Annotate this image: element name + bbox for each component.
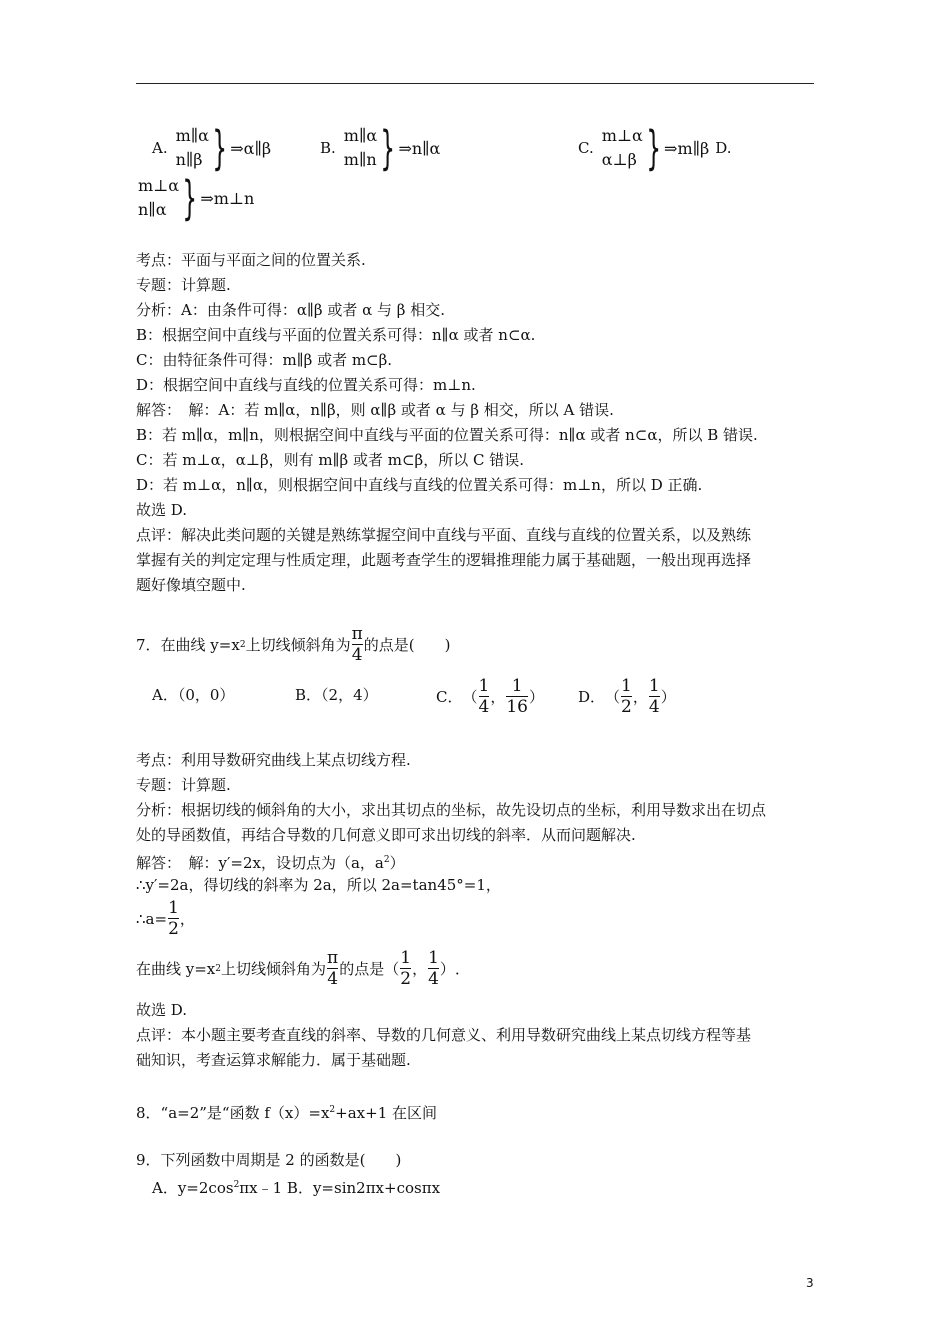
q7-option-c (436, 676, 544, 717)
condition-bottom: m∥n (343, 150, 377, 169)
q6-review-2: 掌握有关的判定定理与性质定理，此题考查学生的逻辑推理能力属于基础题，一般出现再选择 (136, 551, 752, 569)
right-brace-icon: } (646, 121, 661, 175)
exponent: 2 (239, 639, 246, 650)
denominator: 16 (506, 697, 528, 717)
paren: ） (660, 688, 676, 706)
condition-bottom: n∥β (175, 150, 203, 169)
denominator: 4 (648, 697, 660, 717)
solution-text: 在曲线 y=x (136, 960, 216, 978)
fraction-1-4 (479, 676, 490, 717)
solution-text: ） (389, 854, 405, 872)
exponent: 2 (329, 1105, 336, 1115)
stem-text: +ax+1 在区间 (335, 1104, 438, 1122)
denominator: 4 (351, 645, 363, 665)
solution-text: 上切线倾斜角为 (221, 960, 327, 978)
q7-kaodian: 考点：利用导数研究曲线上某点切线方程. (136, 751, 411, 769)
paren: （ (462, 688, 478, 706)
q7-option-b (295, 684, 378, 705)
q6-review-3: 题好像填空题中. (136, 576, 246, 594)
option-label: A. (152, 139, 168, 157)
exponent: 2 (215, 963, 222, 974)
stem-text: 7．在曲线 y=x (136, 636, 240, 654)
fraction-1-4 (649, 676, 660, 717)
condition-stack (602, 124, 643, 172)
q6-jieda-d: D：若 m⊥α，n∥α，则根据空间中直线与直线的位置关系可得：m⊥n，所以 D 正确. (136, 476, 703, 494)
denominator: 4 (428, 969, 439, 989)
option-text: A．y=2cos (152, 1179, 234, 1197)
denominator: 4 (327, 969, 339, 989)
condition-bottom: α⊥β (601, 150, 637, 169)
q7-review-1: 点评：本小题主要考查直线的斜率、导数的几何意义、利用导数研究曲线上某点切线方程等基 (136, 1026, 752, 1044)
denominator: 2 (621, 697, 632, 717)
condition-stack (138, 174, 179, 222)
fraction-1-2 (621, 676, 632, 717)
numerator: 1 (648, 676, 660, 696)
solution-text: ， (179, 910, 195, 928)
condition-top: m∥α (343, 126, 378, 145)
denominator: 2 (168, 919, 179, 939)
stem-text: 的点是( ) (363, 636, 451, 654)
fraction-1-2 (400, 948, 411, 989)
solution-text: ∴a= (136, 909, 168, 928)
solution-text: 的点是 (339, 960, 385, 978)
exponent: 2 (233, 1180, 240, 1190)
q6-jieda: 解答： 解：A：若 m∥α，n∥β，则 α∥β 或者 α 与 β 相交，所以 A 错误. (136, 401, 614, 419)
fraction-pi-over-4 (352, 624, 363, 665)
q9-options (152, 1175, 440, 1198)
comma: ， (632, 688, 648, 706)
header-rule (136, 83, 814, 84)
condition-stack (344, 124, 377, 172)
q7-review-2: 础知识，考查运算求解能力．属于基础题. (136, 1051, 411, 1069)
option-label: C. (578, 139, 594, 157)
fraction-pi-over-4 (327, 948, 338, 989)
q6-answer: 故选 D. (136, 501, 188, 519)
fraction-1-16 (506, 676, 528, 717)
q6-option-c (578, 121, 732, 175)
right-brace-icon: } (212, 121, 227, 175)
condition-top: m⊥α (138, 176, 180, 195)
q7-fenxi-1: 分析：根据切线的倾斜角的大小，求出其切点的坐标，故先设切点的坐标，利用导数求出在切点 (136, 801, 767, 819)
q6-option-d (138, 171, 255, 225)
stem-text: 上切线倾斜角为 (245, 636, 351, 654)
q7-option-a (152, 684, 234, 705)
paren: （ (384, 960, 400, 978)
denominator: 4 (478, 697, 490, 717)
q7-answer: 故选 D. (136, 1001, 188, 1019)
option-label: C． (436, 688, 463, 706)
option-label: B. (320, 139, 336, 157)
fraction-1-4 (428, 948, 439, 989)
numerator: 1 (400, 948, 412, 968)
condition-stack (176, 124, 209, 172)
solution-text: ． (454, 960, 470, 978)
conclusion: ⇒n∥α (398, 138, 441, 158)
q6-option-a (152, 121, 272, 175)
denominator: 2 (400, 969, 412, 989)
conclusion: ⇒m∥β (664, 138, 710, 158)
option-label-next: D. (715, 139, 732, 157)
q6-review-1: 点评：解决此类问题的关键是熟练掌握空间中直线与平面、直线与直线的位置关系，以及熟练 (136, 526, 752, 544)
stem-text: 8．“a=2”是“函数 f（x）=x (136, 1104, 330, 1122)
q9-stem: 9．下列函数中周期是 2 的函数是( ) (136, 1151, 402, 1169)
numerator: 1 (511, 676, 523, 696)
paren: （ (605, 688, 621, 706)
q6-fenxi-c: C：由特征条件可得：m∥β 或者 m⊂β. (136, 351, 393, 369)
condition-top: m∥α (175, 126, 209, 145)
q7-conclusion (136, 948, 470, 989)
q7-therefore-2 (136, 898, 195, 939)
q6-kaodian: 考点：平面与平面之间的位置关系. (136, 251, 366, 269)
conclusion: ⇒α∥β (230, 138, 272, 158)
numerator: π (351, 624, 363, 644)
option-text: B．（2，4） (295, 686, 378, 704)
q6-jieda-b: B：若 m∥α，m∥n，则根据空间中直线与平面的位置关系可得：n∥α 或者 n⊂α，所以 B 错误. (136, 426, 758, 444)
q7-stem (136, 624, 450, 665)
option-text: πx﹣1 B．y=sin2πx+cosπx (239, 1179, 441, 1197)
q6-fenxi-d: D：根据空间中直线与直线的位置关系可得：m⊥n. (136, 376, 476, 394)
option-text: A．（0，0） (152, 686, 235, 704)
q6-option-b (320, 121, 441, 175)
q6-jieda-c: C：若 m⊥α，α⊥β，则有 m∥β 或者 m⊂β，所以 C 错误. (136, 451, 524, 469)
q7-therefore-1: ∴y′=2a，得切线的斜率为 2a，所以 2a=tan45°=1， (136, 876, 501, 894)
numerator: 1 (428, 948, 439, 968)
numerator: 1 (168, 898, 179, 918)
numerator: 1 (621, 676, 632, 696)
paren: ） (439, 960, 455, 978)
q6-zhuanti: 专题：计算题. (136, 276, 231, 294)
numerator: π (327, 948, 339, 968)
conclusion: ⇒m⊥n (200, 188, 255, 208)
q7-jieda (136, 850, 405, 873)
condition-top: m⊥α (601, 126, 643, 145)
q6-fenxi-b: B：根据空间中直线与平面的位置关系可得：n∥α 或者 n⊂α. (136, 326, 536, 344)
paren: ） (528, 688, 544, 706)
q8-stem (136, 1100, 437, 1123)
comma: ， (490, 688, 506, 706)
exponent: 2 (383, 855, 390, 865)
right-brace-icon: } (380, 121, 396, 175)
q6-fenxi: 分析：A：由条件可得：α∥β 或者 α 与 β 相交. (136, 301, 445, 319)
q7-option-d (578, 676, 676, 717)
numerator: 1 (478, 676, 490, 696)
q7-fenxi-2: 处的导函数值，再结合导数的几何意义即可求出切线的斜率．从而问题解决. (136, 826, 636, 844)
comma: ， (412, 960, 428, 978)
page-number: 3 (806, 1276, 814, 1290)
right-brace-icon: } (182, 171, 197, 225)
fraction-1-2 (168, 898, 179, 939)
q7-zhuanti: 专题：计算题. (136, 776, 231, 794)
solution-text: 解答： 解：y′=2x，设切点为（a，a (136, 854, 384, 872)
condition-bottom: n∥α (138, 200, 167, 219)
option-label: D． (578, 688, 606, 706)
